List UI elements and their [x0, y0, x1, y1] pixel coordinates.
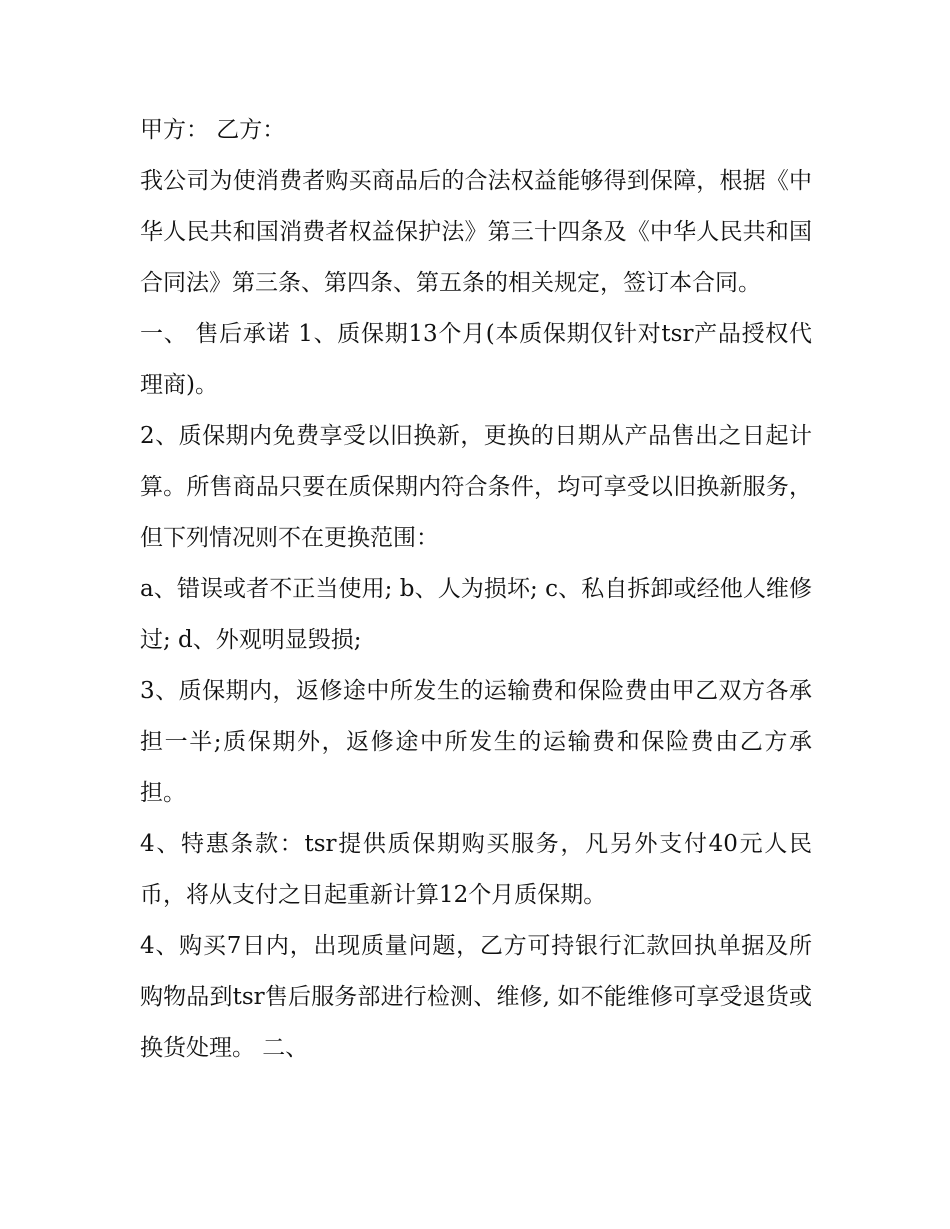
clause-3-shipping-costs: 3、质保期内，返修途中所发生的运输费和保险费由甲乙双方各承担一半;质保期外，返修途中所发生的运输费和保险费由乙方承担。 [140, 678, 812, 806]
preamble-paragraph: 我公司为使消费者购买商品后的合法权益能够得到保障，根据《中华人民共和国消费者权益保护法》第三十四条及《中华人民共和国合同法》第三条、第四条、第五条的相关规定，签订本合同。 [140, 168, 812, 296]
party-line: 甲方： 乙方： [140, 117, 286, 143]
clause-2-replacement: 2、质保期内免费享受以旧换新，更换的日期从产品售出之日起计算。所售商品只要在质保期内符合条件，均可享受以旧换新服务，但下列情况则不在更换范围： [140, 423, 812, 551]
clause-4-special-terms: 4、特惠条款：tsr提供质保期购买服务，凡另外支付40元人民币，将从支付之日起重新计算12个月质保期。 [140, 831, 812, 908]
exclusions-list: a、错误或者不正当使用; b、人为损坏; c、私自拆卸或经他人维修过; d、外观明显毁损; [140, 576, 812, 653]
clause-4-seven-day-return: 4、购买7日内，出现质量问题，乙方可持银行汇款回执单据及所购物品到tsr售后服务部进行检测、维修, 如不能维修可享受退货或换货处理。 二、 [140, 933, 812, 1061]
document-body [140, 105, 812, 1074]
clause-1-warranty-period: 一、 售后承诺 1、质保期13个月(本质保期仅针对tsr产品授权代理商)。 [140, 321, 812, 398]
